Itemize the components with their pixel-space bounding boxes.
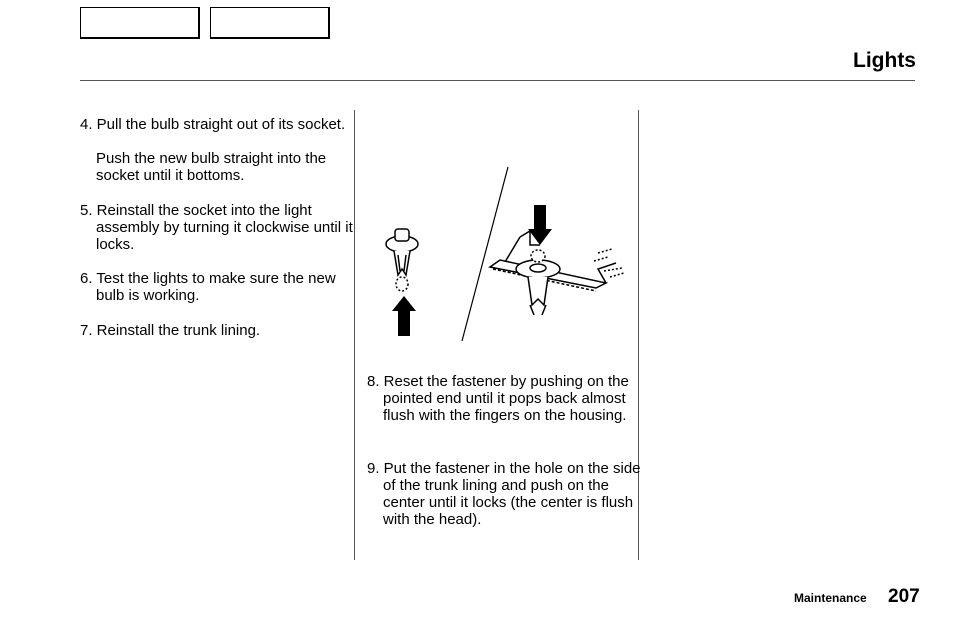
step-6: 6. Test the lights to make sure the new bulb is working. (80, 270, 336, 304)
previous-page-button[interactable] (80, 7, 200, 39)
step-4-continued: Push the new bulb straight into the socket until it bottoms. (96, 150, 327, 184)
header-divider (80, 80, 915, 81)
next-page-button[interactable] (210, 7, 330, 39)
step-7: 7. Reinstall the trunk lining. (80, 322, 261, 339)
footer-section-label: Maintenance (794, 591, 867, 605)
fastener-illustration (380, 165, 626, 345)
step-9: 9. Put the fastener in the hole on the side of the trunk lining and push on the center until it locks (the center is flush with the head). (367, 460, 641, 528)
step-4: 4. Pull the bulb straight out of its socket. (80, 116, 346, 133)
step-5: 5. Reinstall the socket into the light assembly by turning it clockwise until it locks. (80, 202, 353, 253)
page-number: 207 (888, 586, 920, 607)
step-8: 8. Reset the fastener by pushing on the pointed end until it pops back almost flush with the fingers on the housing. (367, 373, 629, 424)
page-title: Lights (853, 49, 916, 72)
